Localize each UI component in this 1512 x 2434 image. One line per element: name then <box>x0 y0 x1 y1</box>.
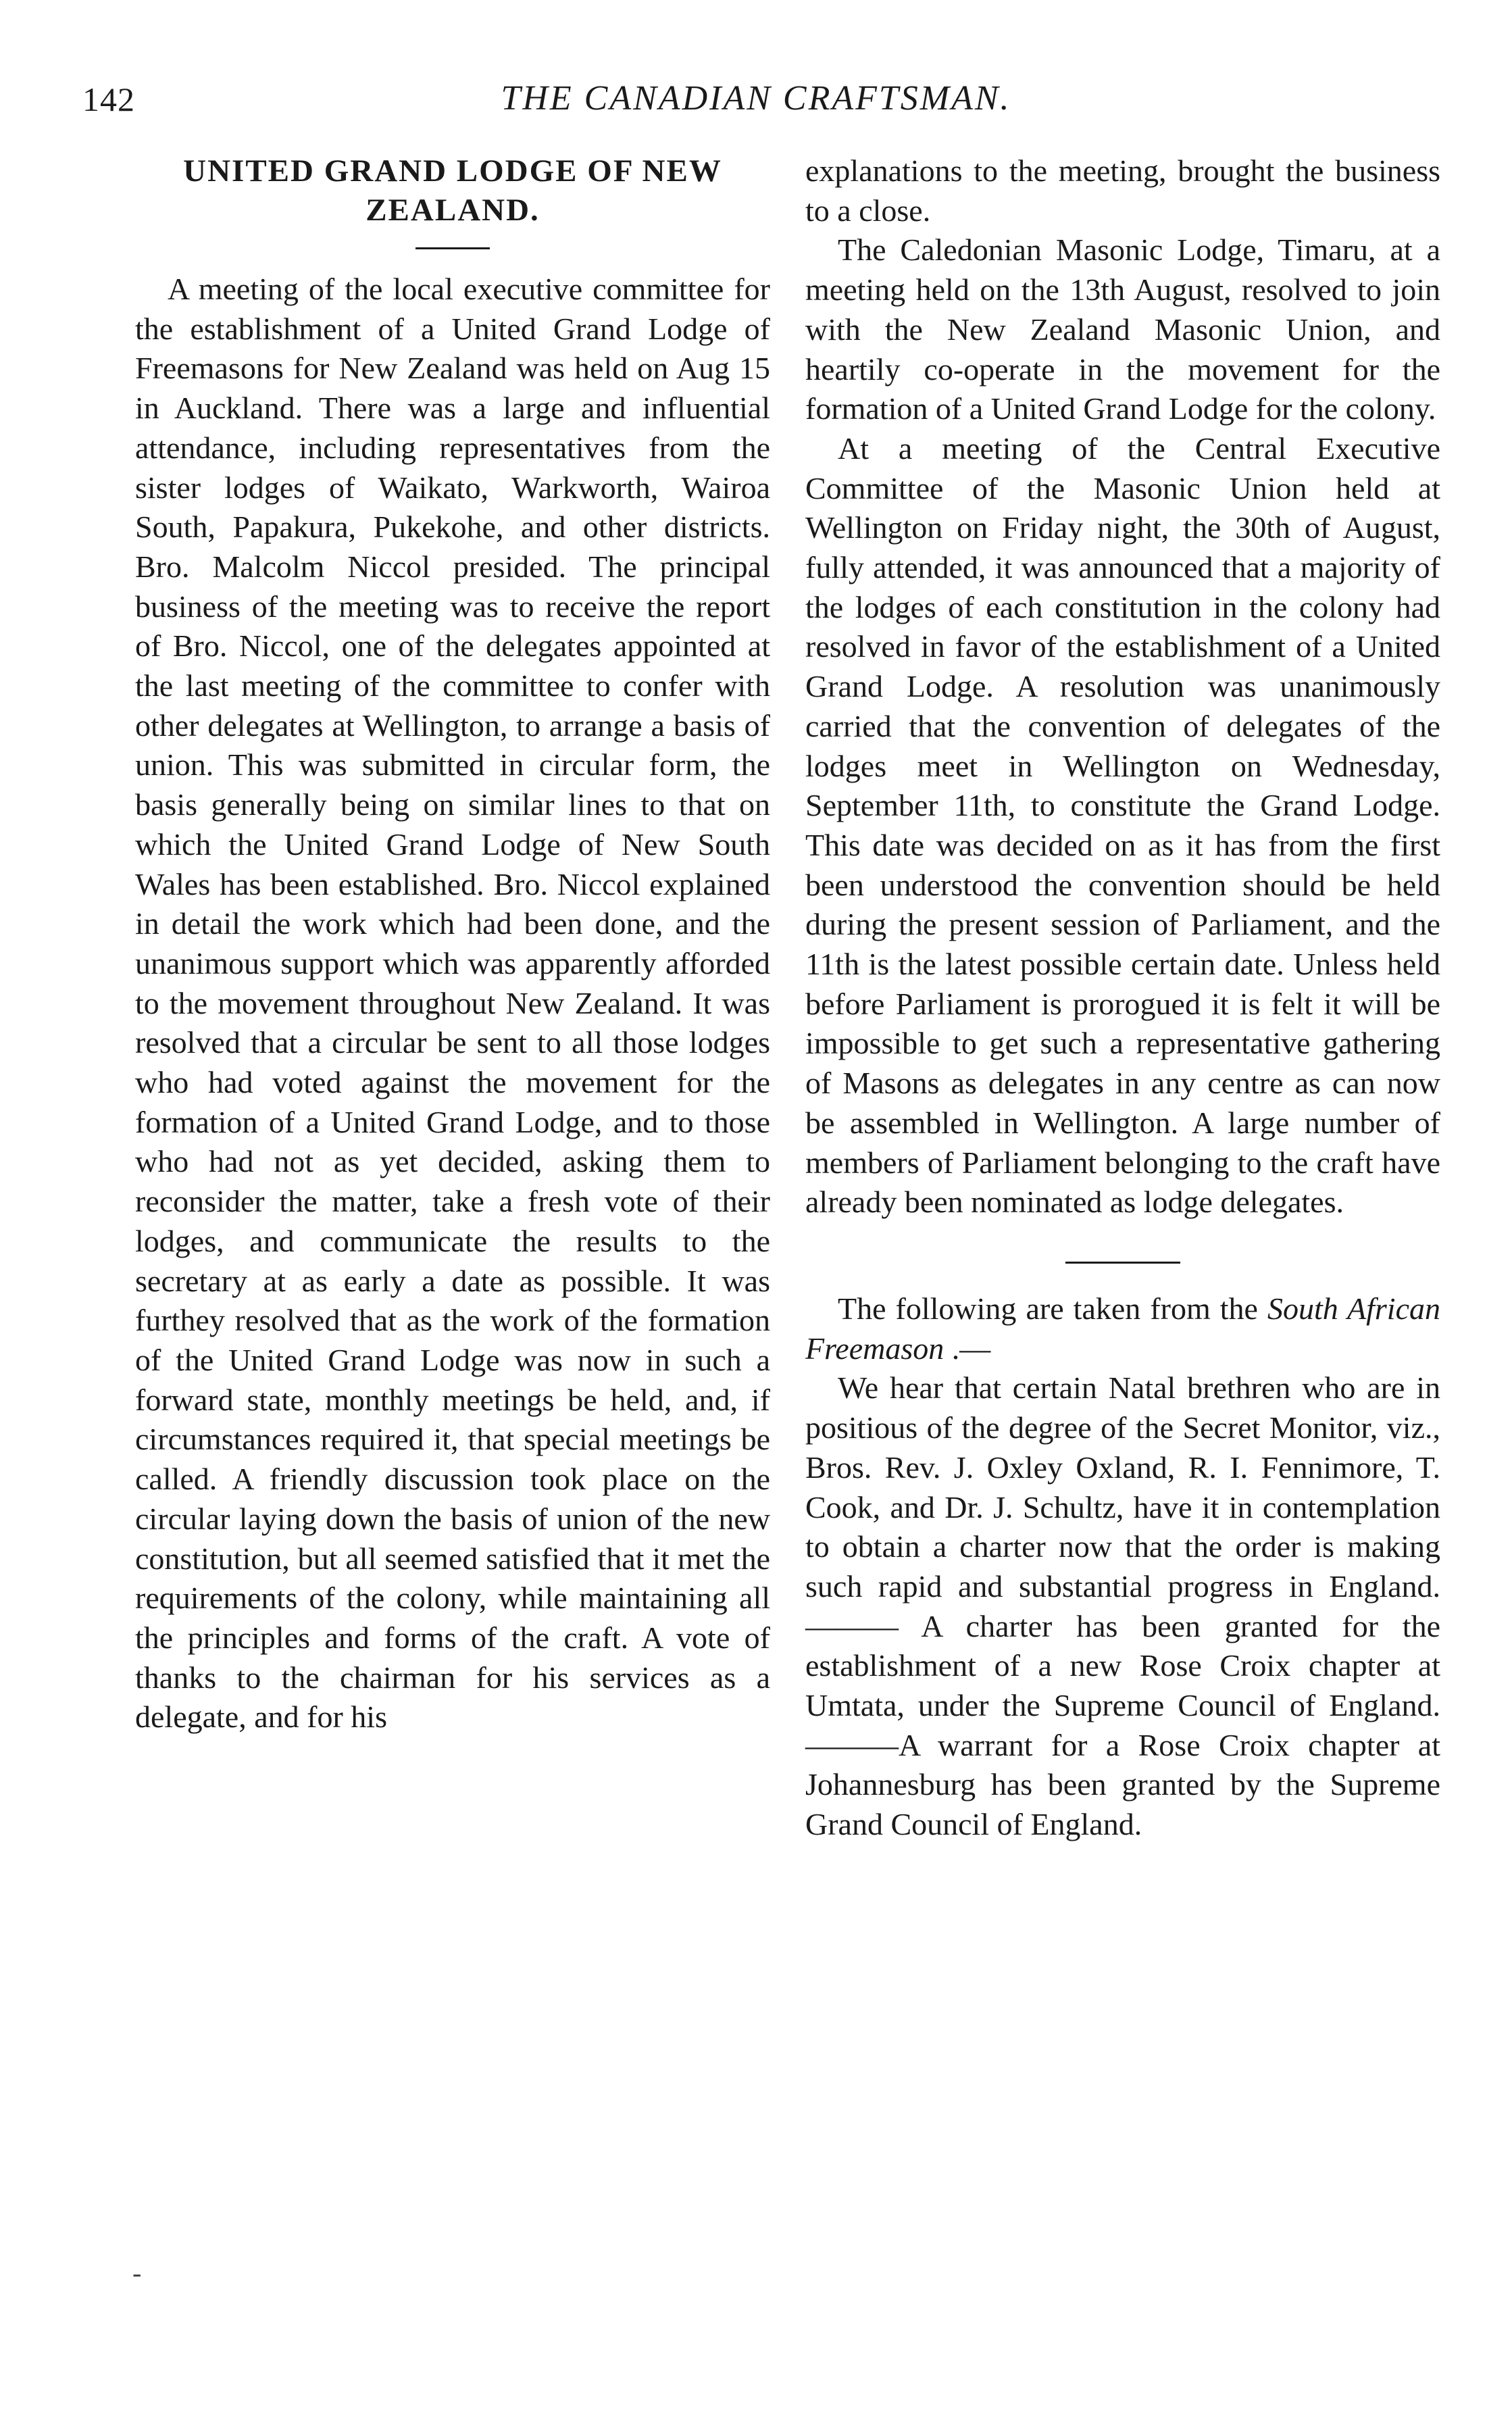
source-publication: South African Freemason <box>805 1291 1440 1366</box>
print-speck: - <box>132 2258 142 2288</box>
caledonian-lodge-paragraph: The Caledonian Masonic Lodge, Timaru, at a meeting held on the 13th August, resolved to join with the New Zealand Masonic Union, and heartily co-operate in the movement for the formation of a United Grand Lodge for the colony. <box>805 232 1440 426</box>
left-column <box>135 151 770 1737</box>
source-intro-suffix: .— <box>951 1331 991 1366</box>
right-column <box>805 151 1440 1845</box>
journal-title: THE CANADIAN CRAFTSMAN. <box>501 79 1011 118</box>
section-separator <box>1065 1262 1180 1264</box>
source-intro-text: The following are taken from the <box>838 1291 1258 1326</box>
article-paragraph: A meeting of the local executive committee for the establishment of a United Grand Lodge of Freemasons for New Zealand was held on Aug 15 in Auckland. There was a large and influential attendance, including representatives from the sister lodges of Waikato, Warkworth, Wairoa South, Papakura, Pukekohe, and other districts. Bro. Malcolm Niccol presided. The principal business of the meeting was to receive the report of Bro. Niccol, one of the delegates appointed at the last meeting of the committee to confer with other delegates at Wellington, to arrange a basis of union. This was submitted in circular form, the basis generally being on similar lines to that on which the United Grand Lodge of New South Wales has been established. Bro. Niccol explained in detail the work which had been done, and the unanimous support which was apparently afforded to the movement throughout New Zealand. It was resolved that a circular be sent to all those lodges who had voted against the movement for the formation of a United Grand Lodge, and to those who had not as yet decided, asking them to reconsider the matter, take a fresh vote of their lodges, and communicate the results to the secretary at as early a date as possible. It was furthey resolved that as the work of the formation of the United Grand Lodge was now in such a forward state, monthly meetings be held, and, if circumstances required it, that special meetings be called. A friendly discussion took place on the circular laying down the basis of union of the new constitution, but all seemed satisfied that it met the requirements of the colony, while maintaining all the principles and forms of the craft. A vote of thanks to the chairman for his services as a delegate, and for his <box>135 272 770 1735</box>
heading-rule <box>415 247 490 249</box>
page-number: 142 <box>82 80 135 118</box>
central-committee-paragraph: At a meeting of the Central Executive Committee of the Masonic Union held at Wellington on Friday night, the 30th of August, fully attended, it was announced that a majority of the lodges of each constitution in the colony had resolved in favor of the establishment of a United Grand Lodge. A resolution was unanimously carried that the convention of delegates of the lodges meet in Wellington on Wednesday, September 11th, to constitute the Grand Lodge. This date was decided on as it has from the first been understood the convention should be held during the present session of Parliament, and the 11th is the latest possible certain date. Unless held before Parliament is prorogued it is felt it will be impossible to get such a representative gathering of Masons as delegates in any centre as can now be assembled in Wellington. A large number of members of Parliament belonging to the craft have already been nominated as lodge delegates. <box>805 430 1440 1220</box>
running-head <box>0 0 1512 135</box>
continuation-paragraph: explanations to the meeting, brought the business to a close. <box>805 153 1440 228</box>
natal-brethren-paragraph: We hear that certain Natal brethren who are in positious of the degree of the Secret Monitor, viz., Bros. Rev. J. Oxley Oxland, R. I. Fennimore, T. Cook, and Dr. J. Schultz, have it in contemplation to obtain a charter now that the order is making such rapid and substantial progress in England.——— A charter has been granted for the establishment of a new Rose Croix chapter at Umtata, under the Supreme Council of England.———A warrant for a Rose Croix chapter at Johannesburg has been granted by the Supreme Grand Council of England. <box>805 1370 1440 1842</box>
article-heading: UNITED GRAND LODGE OF NEW ZEALAND. <box>183 153 722 228</box>
source-intro <box>805 1289 1440 1368</box>
